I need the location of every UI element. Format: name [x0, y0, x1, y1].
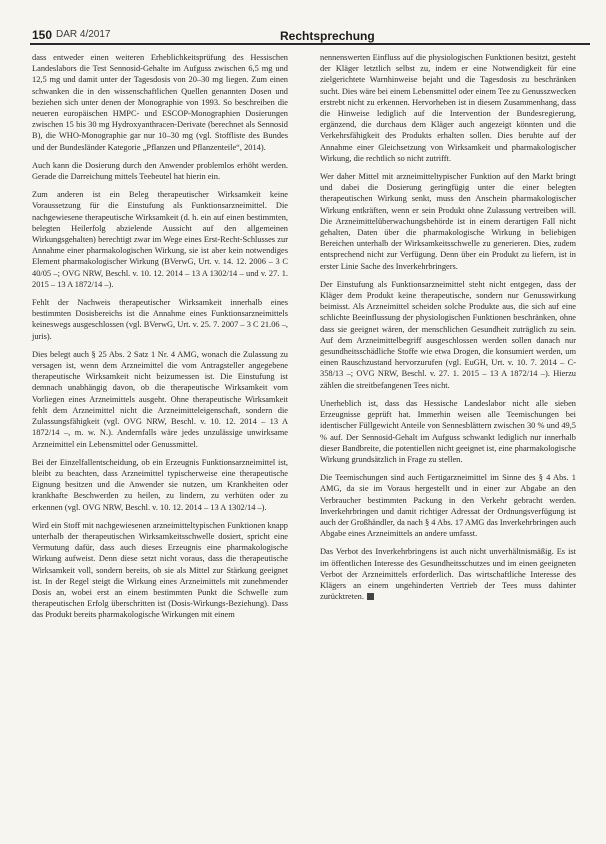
page-number: 150: [32, 28, 53, 42]
paragraph: Unerheblich ist, dass das Hessische Landeslabor nicht alle sieben Erzeugnisse geprüft hat. Immerhin weisen alle Teemischungen bei identischer Füllgewicht Anteile von Sennesblättern zwischen 30 % und 49,5 % auf. Der Sennosid-Gehalt im Aufguss schwankt lediglich nur innerhalb dieser Bandbreite, die potentiellen nicht geeignet ist, eine pharmakologische Wirkung grundsätzlich in Frage zu stellen.: [320, 398, 576, 464]
end-of-article-mark: [367, 593, 374, 600]
paragraph: Fehlt der Nachweis therapeutischer Wirksamkeit innerhalb eines bestimmten Dosisbereichs ist die Annahme eines Funktionsarzneimittels keineswegs ausgeschlossen (vgl. BVerwG, Urt. v. 25. 7. 2007 – 3 C 21.06 –, juris).: [32, 298, 288, 341]
paragraph-last: [320, 546, 576, 602]
section-title: Rechtsprechung: [280, 29, 375, 43]
paragraph: Der Einstufung als Funktionsarzneimittel steht nicht entgegen, dass der Kläger dem Produkt keine therapeutische, sondern nur Genusswirkung beimisst. Als Arzneimittel scheiden solche Produkte aus, die sich auf eine schlichte Beeinflussung der physiologischen Funktionen beschränken, ohne dass sie geeignet wären, der menschlichen Gesundheit zuträglich zu sein. Auf dem Arzneimittelbegriff ausgeschlossen werden sollen danach nur gesundheitsschädliche Stoffe wie etwa Drogen, die konsumiert werden, um einen Rauschzustand hervorzurufen (vgl. EuGH, Urt. v. 10. 7. 2014 – C-358/13 –; OVG NRW, Beschl. v. 27. 1. 2015 – 13 A 1872/14 –). Hierzu zählen die streitbefangenen Tees nicht.: [320, 279, 576, 390]
paragraph: Dies belegt auch § 25 Abs. 2 Satz 1 Nr. 4 AMG, wonach die Zulassung zu versagen ist, wenn dem Arzneimittel die vom Antragsteller angegebene therapeutische Wirksamkeit nicht beizumessen ist. Die Einstufung ist demnach unabhängig davon, ob die therapeutische Wirksamkeit vom Vorliegen eines Arzneimittels ausgeht. Ohne therapeutische Wirksamkeit fehlt dem Arzneimittel nicht die Arzneimitteleigenschaft, sondern die Zulassungsfähigkeit (vgl. OVG NRW, Beschl. v. 10. 12. 2014 – 13 A 1872/14 –, m. w. N.). Andernfalls wäre jedes unzulässige unwirksame Arzneimittel ein Lebensmittel oder Genussmittel.: [32, 349, 288, 449]
paragraph-text: Das Verbot des Inverkehrbringens ist auch nicht unverhältnismäßig. Es ist im öffentlichen Interesse des Gesundheitsschutzes und im einen geeigneten Verbot der Arzneimittels erforderlich. Das wirtschaftliche Interesse des Klägers an einem ungehinderten Vertrieb der Tees muss dahinter zurücktreten.: [320, 547, 576, 602]
header-rule: [30, 43, 590, 45]
paragraph: Bei der Einzelfallentscheidung, ob ein Erzeugnis Funktionsarzneimittel ist, bleibt zu beachten, dass Arzneimittel typischerweise eine therapeutische Eignung besitzen und die Anwender sie nutzen, um Krankheiten oder krankhafte Beschwerden zu heilen, zu lindern, zu verhüten oder zu erkennen (vgl. OVG NRW, Beschl. v. 10. 12. 2014 – 13 A 1302/14 –).: [32, 457, 288, 512]
left-column: [32, 52, 288, 628]
paragraph: Die Teemischungen sind auch Fertigarzneimittel im Sinne des § 4 Abs. 1 AMG, da sie im Voraus hergestellt und in einer zur Abgabe an den Verbraucher bestimmten Packung in den Verkehr gebracht werden. Inverkehrbringen und damit richtiger Adressat der Ordnungsverfügung ist auch der Großhändler, da nach § 4 Abs. 17 AMG das Inverkehrbringen auch Abgabe eines Arzneimittels an andere umfasst.: [320, 473, 576, 539]
right-column: [320, 52, 576, 609]
page-header: [30, 16, 590, 46]
paragraph: dass entweder einen weiteren Erheblichkeitsprüfung des Hessischen Landeslabors die Test Sennosid-Gehalte im Aufguss zwischen 6,5 mg und 12,5 mg und damit unter der Tagesdosis von 20–30 mg liegen. Zum einen schwanken die in den wissenschaftlichen Quellen genannten Dosen und beziehen sich unter denen der Monographie von 1993. So beschreiben die neueren europäischen HMPC- und ESCOP-Monographien Dosierungen zwischen 15 bis 30 mg Hydroxyanthracen-Derivate (berechnet als Sennosid B), die WHO-Monographie gar nur 10–30 mg (vgl. Stoffliste des Bundes und der Bundesländer Kategorie „Pflanzen und Pflanzenteile“, 2014).: [32, 53, 288, 152]
paragraph: Wer daher Mittel mit arzneimitteltypischer Funktion auf den Markt bringt und dabei die Dosierung geringfügig unter die einer belegten therapeutischen Wirkung senkt, muss den Anschein pharmakologischer Wirkung entkräften, wenn er sein Produkt ohne Zulassung vertreiben will. Die Arzneimittelüberwachungsbehörde ist in einem derartigen Fall nicht gehalten, Daten über die pharmakologische Wirkung in beliebigen Bereichen unterhalb der Wirksamkeitsschwelle zu generieren. Dies, zudem entsprechend nicht zur Verfügung. Denn über ein Produkt zu liefern, ist in erster Linie Sache des Inverkehrbringers.: [320, 172, 576, 271]
paragraph: nennenswerten Einfluss auf die physiologischen Funktionen besitzt, gesteht der Kläger letztlich selbst zu, indem er eine Notwendigkeit für eine zielgerichtete Warnhinweise bejaht und die Tagesdosis zu beschränken sucht. Dies wäre bei einem Lebensmittel oder einem Tee zu Genusszwecken erstrebt nicht zu erkennen. Hervorheben ist in diesem Zusammenhang, dass die Hinweise lediglich auf die Intervention der Bundesregierung, ergänzend, die durchaus dem Kläger auch angezeigt könnten und die Verkehrsfähigkeit des Produkts erhalten sollen. Dies beruhte auf der Annahme einer Gleichsetzung von Wirksamkeit und pharmakologischer Wirkung, die rechtlich so nicht zutrifft.: [320, 53, 576, 163]
journal-issue: DAR 4/2017: [56, 29, 111, 40]
paragraph: Wird ein Stoff mit nachgewiesenen arzneimitteltypischen Funktionen knapp unterhalb der therapeutischen Wirksamkeitsschwelle dosiert, spricht eine Vermutung dafür, dass auch dieses Erzeugnis eine pharmakologische Wirkung aufweist. Denn diese setzt nicht voraus, dass die therapeutische Wirksamkeit voll, sondern bereits, ob sie als Mittel zur Stärkung geeignet ist. In der Regel steigt die Wirkung eines Arzneimittels mit zunehmender Dosis an, wobei erst an einem bestimmten Punkt die Schwelle zum therapeutischen Erfolg überschritten ist (Dosis-Wirkungs-Beziehung). Dass das Produkt bereits pharmakologische Wirkungen mit einem: [32, 520, 288, 620]
paragraph: Auch kann die Dosierung durch den Anwender problemlos erhöht werden. Gerade die Darreichung mittels Teebeutel hat hierin ein.: [32, 160, 288, 182]
paragraph: Zum anderen ist ein Beleg therapeutischer Wirksamkeit keine Voraussetzung für die Einstufung als Funktionsarzneimittel. Die nachgewiesene therapeutische Wirksamkeit (d. h. ein auf einen bestimmten, belegten Heilerfolg abzielende Aussicht auf den allgemeinen Wirkungsgehalten) berechtigt zwar im Wege eines Erst-Recht-Schlusses zur Annahme einer pharmakologischen Wirkung, sie ist aber kein notwendiges Element pharmakologischer Wirkung (BVerwG, Urt. v. 14. 12. 2006 – 3 C 40/05 –; OVG NRW, Beschl. v. 10. 12. 2014 – 13 A 1302/14 – und v. 27. 1. 2015 – 13 A 1872/14 –).: [32, 190, 288, 289]
